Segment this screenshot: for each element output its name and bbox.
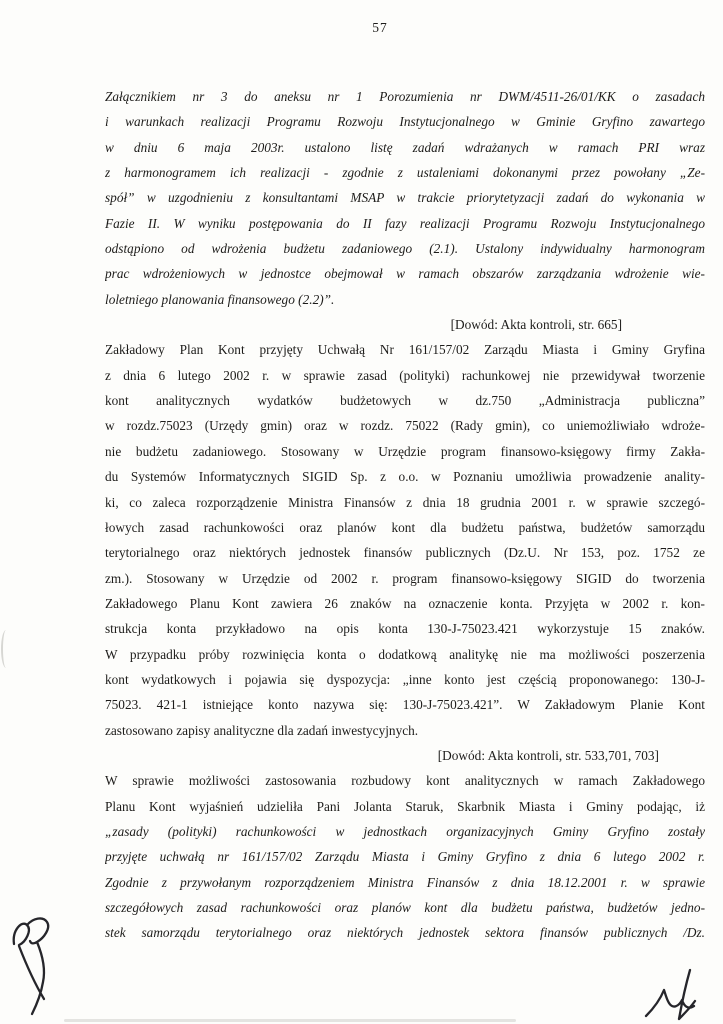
text-line: Planu Kont wyjaśnień udzieliła Pani Jolanta Staruk, Skarbnik Miasta i Gminy podając, iż (105, 798, 705, 814)
text-line: Załącznikiem nr 3 do aneksu nr 1 Porozumienia nr DWM/4511-26/01/KK o zasadach (105, 89, 705, 104)
page-number: 57 (372, 20, 388, 35)
text-line: 75023. 421-1 istniejące konto nazywa się: 130-J-75023.421”. W Zakładowym Planie Kont (105, 697, 705, 713)
text-line: terytorialnego oraz niektórych jednostek finansów publicznych (Dz.U. Nr 153, poz. 1752 ze (105, 545, 705, 561)
text-line: nie budżetu zadaniowego. Stosowany w Urzędzie program finansowo-księgowy firmy Zakła- (105, 443, 705, 459)
text-line: w rozdz.75023 (Urzędy gmin) oraz w rozdz. 75022 (Rady gmin), co uniemożliwiało wdroże- (105, 418, 705, 434)
text-line: W przypadku próby rozwinięcia konta o dodatkową analitykę nie ma możliwości poszerzenia (105, 646, 705, 662)
text-line: z harmonogramem ich realizacji - zgodnie z ustaleniami dokonanymi przez powołany „Ze- (105, 165, 705, 181)
paragraph-chart-of-accounts (105, 337, 705, 743)
text-line: kont analitycznych wydatków budżetowych w dz.750 „Administracja publiczna” (105, 393, 705, 409)
text-line: Zakładowy Plan Kont przyjęty Uchwałą Nr 161/157/02 Zarządu Miasta i Gminy Gryfina (105, 342, 705, 358)
handwritten-paraph-icon (640, 966, 708, 1024)
text-line: kont wydatkowych i pojawia się dyspozycja: „inne konto jest częścią proponowanego: 130-J- (105, 671, 705, 687)
text-line: W sprawie możliwości zastosowania rozbudowy kont analitycznych w ramach Zakładowego (105, 773, 705, 789)
evidence-reference-2: [Dowód: Akta kontroli, str. 533,701, 703] (437, 747, 659, 763)
scan-artifact-bottom-streak (64, 1019, 516, 1022)
text-line: w dniu 6 maja 2003r. ustalono listę zadań wdrażanych w ramach PRI wraz (105, 139, 705, 155)
evidence-reference-1: [Dowód: Akta kontroli, str. 665] (450, 317, 622, 333)
text-line: odstąpiono od wdrożenia budżetu zadaniowego (2.1). Ustalony indywidualny harmonogram (105, 241, 705, 257)
text-line: Zgodnie z przywołanym rozporządzeniem Ministra Finansów z dnia 18.12.2001 r. w sprawie (105, 874, 705, 890)
text-line: łowych zasad rachunkowości oraz planów kont dla budżetu państwa, budżetów samorządu (105, 519, 705, 535)
text-line: ki, co zaleca rozporządzenie Ministra Finansów z dnia 18 grudnia 2001 r. w sprawie szczegó- (105, 494, 705, 510)
paragraph-treasurer-explanation (105, 768, 705, 945)
scan-artifact-left-mark (1, 630, 11, 668)
text-line: strukcja konta przykładowo na opis konta 130-J-75023.421 wykorzystuje 15 znaków. (105, 621, 705, 637)
text-line: Zakładowego Planu Kont zawiera 26 znaków na oznaczenie konta. Przyjęta w 2002 r. kon- (105, 595, 705, 611)
text-line: loletniego planowania finansowego (2.2)”. (105, 291, 335, 307)
text-line: przyjęte uchwałą nr 161/157/02 Zarządu Miasta i Gminy Gryfino z dnia 6 lutego 2002 r. (105, 849, 705, 865)
text-line: zastosowano zapisy analityczne dla zadań inwestycyjnych. (105, 722, 419, 738)
text-line: stek samorządu terytorialnego oraz niektórych jednostek sektora finansów publicznych /Dz. (105, 925, 705, 941)
paragraph-quotation-agreement (105, 84, 705, 312)
text-line: du Systemów Informatycznych SIGID Sp. z o.o. w Poznaniu umożliwia prowadzenie anality- (105, 469, 705, 485)
text-line: Fazie II. W wyniku postępowania do II fazy realizacji Programu Rozwoju Instytucjonalnego (105, 215, 705, 231)
text-line: prac wdrożeniowych w jednostce obejmował w ramach obszarów zarządzania wdrożenie wie- (105, 266, 705, 282)
text-line: spół” w uzgodnieniu z konsultantami MSAP w trakcie priorytetyzacji zadań do wykonania w (105, 190, 705, 206)
text-line: zm.). Stosowany w Urzędzie od 2002 r. program finansowo-księgowy SIGID do tworzenia (105, 570, 705, 586)
text-line: szczegółowych zasad rachunkowości oraz planów kont dla budżetu państwa, budżetów jedno- (105, 900, 705, 915)
document-body (105, 84, 705, 946)
text-line: i warunkach realizacji Programu Rozwoju Instytucjonalnego w Gminie Gryfino zawartego (105, 114, 705, 130)
text-line: z dnia 6 lutego 2002 r. w sprawie zasad (polityki) rachunkowej nie przewidywał tworzenie (105, 367, 705, 383)
handwritten-initials-icon (6, 910, 70, 1020)
text-line: „zasady (polityki) rachunkowości w jednostkach organizacyjnych Gminy Gryfino zostały (105, 823, 705, 839)
